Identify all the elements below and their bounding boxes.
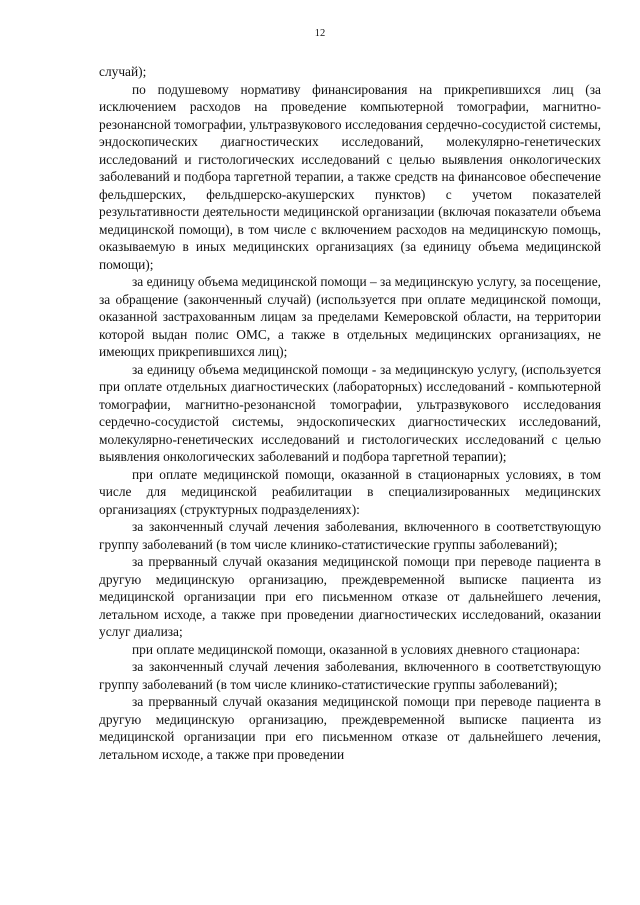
paragraph-unit-service-visit: за единицу объема медицинской помощи – за медицинскую услугу, за посещение, за обращение (законченный случай) (используется при оплате медицинской помощи, оказанной застрахованным лицам за пределами Кемеровской области, на территории которой выдан полис ОМС, а также в отдельных медицинских организациях, не имеющих прикрепившихся лиц); [99,274,601,359]
paragraph-inpatient-completed-case: за законченный случай лечения заболевания, включенного в соответствующую группу заболеваний (в том числе клинико-статистические группы заболеваний); [99,519,601,552]
paragraph-day-hospital-payment: при оплате медицинской помощи, оказанной в условиях дневного стационара: [132,641,581,657]
paragraph-per-capita-financing: по подушевому нормативу финансирования на прикрепившихся лиц (за исключением расходов на проведение компьютерной томографии, магнитно-резонансной томографии, ультразвукового исследования сердечно-сосудистой системы, эндоскопических диагностических исследований, молекулярно-генетических исследований и гистологических исследований с целью выявления онкологических заболеваний и подбора таргетной терапии, а также средств на финансовое обеспечение фельдшерских, фельдшерско-акушерских пунктов) с учетом показателей результативности деятельности медицинской организации (включая показатели объема медицинской помощи), в том числе с включением расходов на медицинскую помощь, оказываемую в иных медицинских организациях (за единицу объема медицинской помощи); [99,81,602,272]
body-text [99,63,601,763]
paragraph-unit-diagnostic-service: за единицу объема медицинской помощи - за медицинскую услугу, (используется при оплате отдельных диагностических (лабораторных) исследований - компьютерной томографии, магнитно-резонансной томографии, ультразвукового исследования сердечно-сосудистой системы, эндоскопических диагностических исследований, молекулярно-генетических исследований и гистологических исследований с целью выявления онкологических заболеваний и подбора таргетной терапии); [99,361,601,464]
paragraph-inpatient-payment: при оплате медицинской помощи, оказанной в стационарных условиях, в том числе для медицинской реабилитации в специализированных медицинских организациях (структурных подразделениях): [99,466,601,517]
paragraph-day-hospital-completed-case: за законченный случай лечения заболевания, включенного в соответствующую группу заболеваний (в том числе клинико-статистические группы заболеваний); [99,659,601,692]
page-number: 12 [314,28,326,39]
paragraph-continuation: случай); [99,64,147,79]
paragraph-day-hospital-interrupted-case: за прерванный случай оказания медицинской помощи при переводе пациента в другую медицинскую организацию, преждевременной выписке пациента из медицинской организации при его письменном отказе от дальнейшего лечения, летальном исходе, а также при проведении [99,694,601,762]
paragraph-inpatient-interrupted-case: за прерванный случай оказания медицинской помощи при переводе пациента в другую медицинскую организацию, преждевременной выписке пациента из медицинской организации при его письменном отказе от дальнейшего лечения, летальном исходе, а также при проведении диагностических исследований, оказании услуг диализа; [99,554,601,639]
